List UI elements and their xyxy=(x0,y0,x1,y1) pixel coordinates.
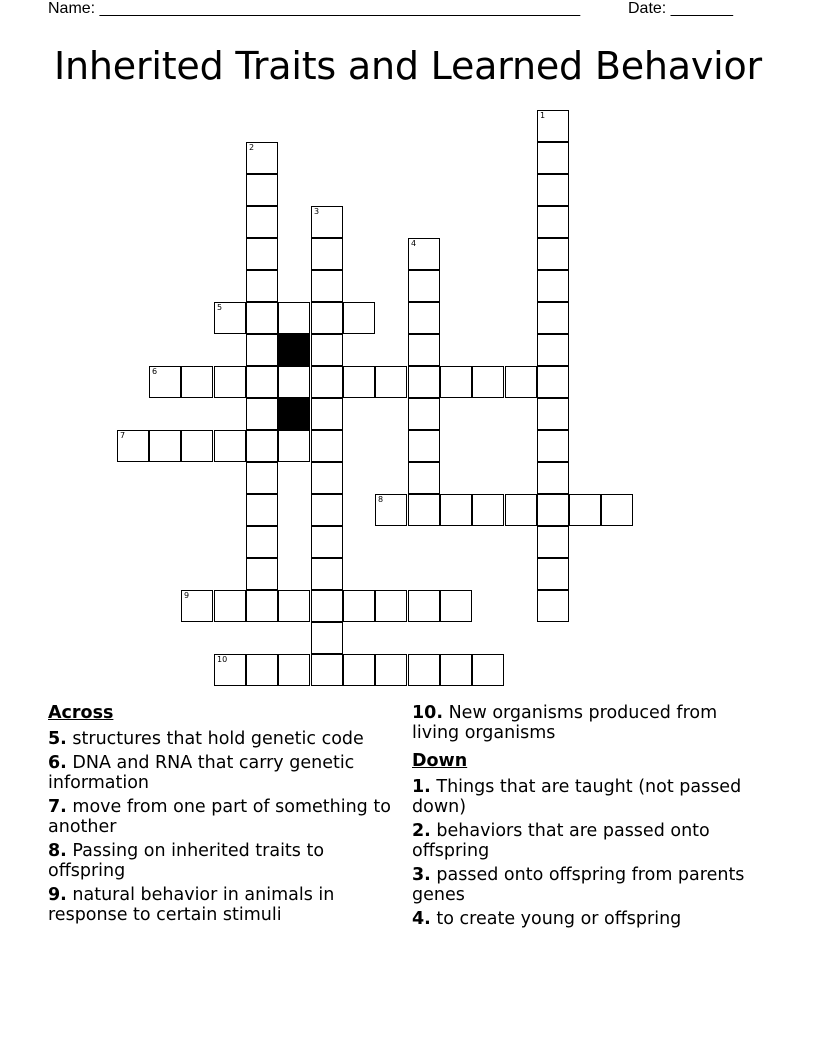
grid-cell[interactable] xyxy=(181,430,213,462)
grid-cell[interactable] xyxy=(246,238,278,270)
grid-cell[interactable] xyxy=(311,558,343,590)
grid-cell[interactable] xyxy=(343,590,375,622)
grid-cell[interactable] xyxy=(246,206,278,238)
grid-cell[interactable] xyxy=(408,590,440,622)
grid-cell[interactable] xyxy=(311,302,343,334)
grid-cell[interactable] xyxy=(537,462,569,494)
grid-cell[interactable] xyxy=(472,494,504,526)
clue-number: 3 xyxy=(314,207,320,216)
grid-cell[interactable] xyxy=(440,366,472,398)
grid-cell[interactable] xyxy=(246,302,278,334)
grid-cell-1[interactable] xyxy=(537,110,569,142)
black-cell xyxy=(278,334,310,366)
grid-cell[interactable] xyxy=(246,462,278,494)
grid-cell[interactable] xyxy=(408,430,440,462)
grid-cell-4[interactable] xyxy=(408,238,440,270)
grid-cell[interactable] xyxy=(311,654,343,686)
grid-cell-10[interactable] xyxy=(214,654,246,686)
grid-cell[interactable] xyxy=(408,398,440,430)
down-clue-4: 4. to create young or offspring xyxy=(412,909,682,929)
page-title: Inherited Traits and Learned Behavior xyxy=(54,44,762,88)
grid-cell[interactable] xyxy=(537,238,569,270)
across-clue-5: 5. structures that hold genetic code xyxy=(48,729,364,749)
across-clue-7: 7. move from one part of something to another xyxy=(48,797,391,837)
grid-cell[interactable] xyxy=(408,270,440,302)
grid-cell[interactable] xyxy=(537,526,569,558)
grid-cell[interactable] xyxy=(537,494,569,526)
grid-cell[interactable] xyxy=(311,622,343,654)
across-clue-6: 6. DNA and RNA that carry genetic information xyxy=(48,753,355,793)
grid-cell[interactable] xyxy=(537,206,569,238)
grid-cell[interactable] xyxy=(246,430,278,462)
grid-cell[interactable] xyxy=(537,174,569,206)
down-clue-2: 2. behaviors that are passed onto offspring xyxy=(412,821,710,861)
grid-cell[interactable] xyxy=(278,302,310,334)
grid-cell-7[interactable] xyxy=(117,430,149,462)
grid-cell[interactable] xyxy=(440,590,472,622)
grid-cell[interactable] xyxy=(246,398,278,430)
grid-cell[interactable] xyxy=(375,366,407,398)
grid-cell[interactable] xyxy=(278,590,310,622)
grid-cell[interactable] xyxy=(246,174,278,206)
grid-cell[interactable] xyxy=(214,590,246,622)
clue-number: 7 xyxy=(120,431,126,440)
grid-cell[interactable] xyxy=(246,334,278,366)
grid-cell[interactable] xyxy=(408,462,440,494)
grid-cell[interactable] xyxy=(505,494,537,526)
clue-number: 10 xyxy=(217,655,228,664)
grid-cell-6[interactable] xyxy=(149,366,181,398)
grid-cell[interactable] xyxy=(181,366,213,398)
grid-cell-5[interactable] xyxy=(214,302,246,334)
grid-cell[interactable] xyxy=(311,462,343,494)
grid-cell[interactable] xyxy=(569,494,601,526)
grid-cell[interactable] xyxy=(472,366,504,398)
grid-cell[interactable] xyxy=(214,430,246,462)
grid-cell[interactable] xyxy=(311,398,343,430)
grid-cell[interactable] xyxy=(408,334,440,366)
clue-number: 5 xyxy=(217,303,223,312)
grid-cell[interactable] xyxy=(440,494,472,526)
grid-cell[interactable] xyxy=(537,590,569,622)
clue-number: 9 xyxy=(184,591,190,600)
grid-cell[interactable] xyxy=(343,366,375,398)
grid-cell[interactable] xyxy=(440,654,472,686)
grid-cell[interactable] xyxy=(537,558,569,590)
grid-cell[interactable] xyxy=(311,494,343,526)
grid-cell[interactable] xyxy=(408,366,440,398)
across-clue-10: 10. New organisms produced from living organisms xyxy=(412,703,718,743)
across-clue-9: 9. natural behavior in animals in response to certain stimuli xyxy=(48,885,335,925)
grid-cell[interactable] xyxy=(246,366,278,398)
grid-cell[interactable] xyxy=(278,654,310,686)
grid-cell[interactable] xyxy=(311,526,343,558)
clue-number: 2 xyxy=(249,143,255,152)
down-heading: Down xyxy=(412,751,468,771)
grid-cell[interactable] xyxy=(537,142,569,174)
across-heading: Across xyxy=(48,703,114,723)
grid-cell[interactable] xyxy=(537,334,569,366)
grid-cell[interactable] xyxy=(311,366,343,398)
grid-cell[interactable] xyxy=(278,366,310,398)
grid-cell[interactable] xyxy=(472,654,504,686)
grid-cell-8[interactable] xyxy=(375,494,407,526)
grid-cell[interactable] xyxy=(246,526,278,558)
grid-cell[interactable] xyxy=(375,590,407,622)
clue-number: 1 xyxy=(540,111,546,120)
down-clue-3: 3. passed onto offspring from parents genes xyxy=(412,865,745,905)
grid-cell[interactable] xyxy=(246,270,278,302)
grid-cell[interactable] xyxy=(311,270,343,302)
clue-number: 6 xyxy=(152,367,158,376)
grid-cell[interactable] xyxy=(246,558,278,590)
grid-cell[interactable] xyxy=(537,366,569,398)
grid-cell[interactable] xyxy=(537,270,569,302)
clue-number: 8 xyxy=(378,495,384,504)
grid-cell-3[interactable] xyxy=(311,206,343,238)
clue-number: 4 xyxy=(411,239,417,248)
grid-cell[interactable] xyxy=(408,654,440,686)
grid-cell[interactable] xyxy=(311,238,343,270)
across-clue-8: 8. Passing on inherited traits to offspring xyxy=(48,841,325,881)
grid-cell[interactable] xyxy=(537,430,569,462)
grid-cell[interactable] xyxy=(246,654,278,686)
grid-cell[interactable] xyxy=(537,302,569,334)
clues-right-column xyxy=(412,703,757,933)
grid-cell[interactable] xyxy=(246,590,278,622)
grid-cell-2[interactable] xyxy=(246,142,278,174)
grid-cell[interactable] xyxy=(601,494,633,526)
grid-cell[interactable] xyxy=(311,430,343,462)
clues-left-column xyxy=(48,703,393,929)
date-field[interactable]: Date: _______ xyxy=(628,0,733,17)
grid-cell[interactable] xyxy=(311,590,343,622)
grid-cell[interactable] xyxy=(537,398,569,430)
grid-cell[interactable] xyxy=(408,494,440,526)
name-field[interactable]: Name: ______________________________________________________ xyxy=(48,0,581,17)
black-cell xyxy=(278,398,310,430)
grid-cell-9[interactable] xyxy=(181,590,213,622)
down-clue-1: 1. Things that are taught (not passed down) xyxy=(412,777,742,817)
grid-cell[interactable] xyxy=(278,430,310,462)
grid-cell[interactable] xyxy=(375,654,407,686)
grid-cell[interactable] xyxy=(311,334,343,366)
grid-cell[interactable] xyxy=(505,366,537,398)
grid-cell[interactable] xyxy=(214,366,246,398)
grid-cell[interactable] xyxy=(408,302,440,334)
grid-cell[interactable] xyxy=(343,654,375,686)
grid-cell[interactable] xyxy=(343,302,375,334)
grid-cell[interactable] xyxy=(149,430,181,462)
grid-cell[interactable] xyxy=(246,494,278,526)
